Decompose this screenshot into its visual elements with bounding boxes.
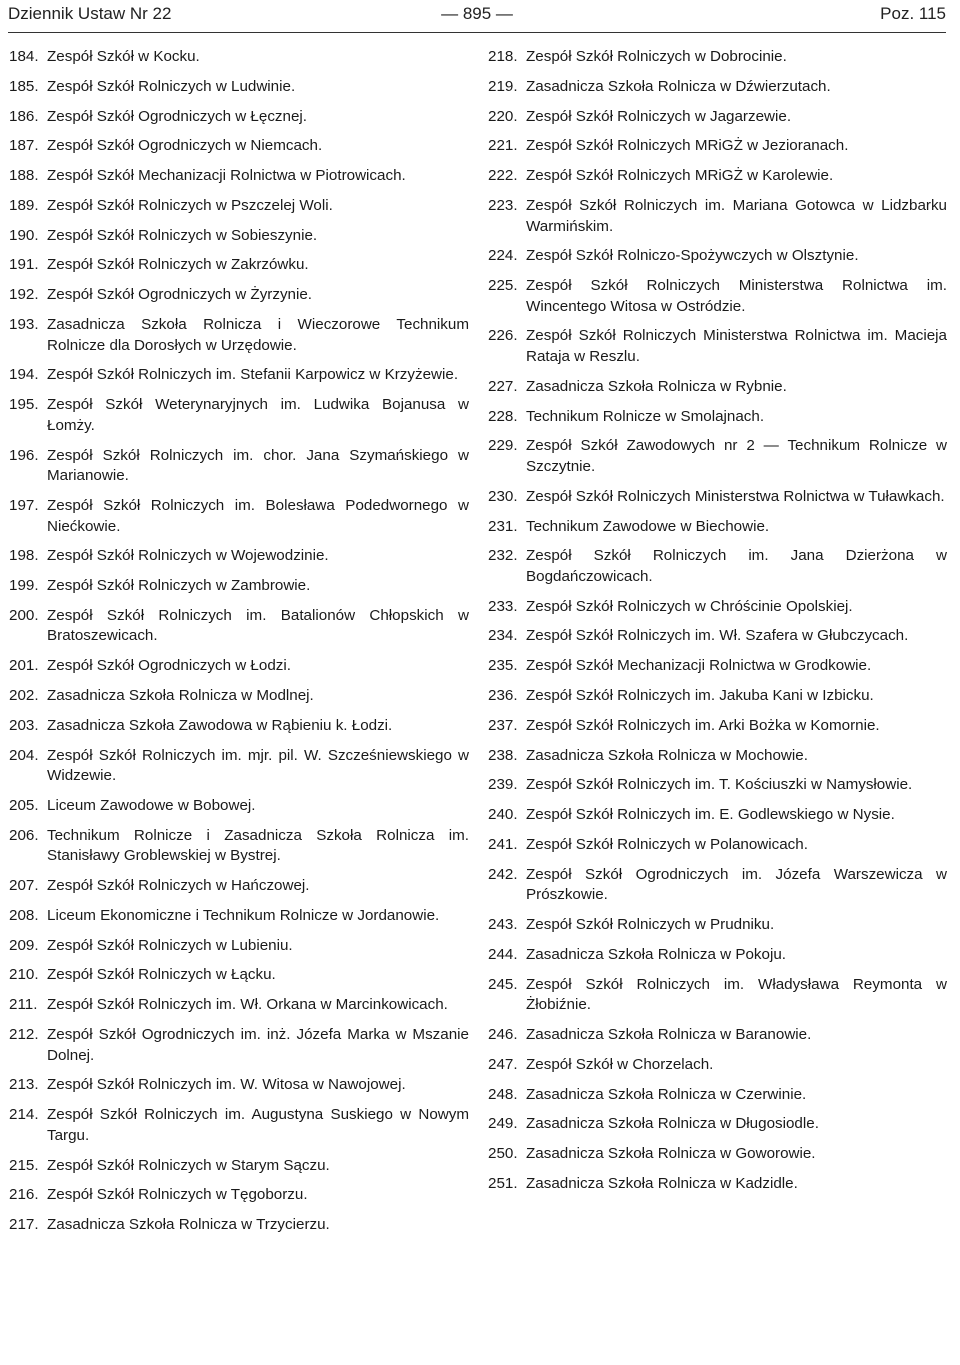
item-text: Zespół Szkół Rolniczych im. mjr. pil. W. Szcześniewskiego w Widzewie. bbox=[47, 746, 469, 785]
item-text: Zasadnicza Szkoła Rolnicza w Modlnej. bbox=[47, 687, 314, 705]
item-number: 205. bbox=[9, 796, 39, 814]
item-number: 251. bbox=[488, 1174, 518, 1192]
list-item bbox=[9, 255, 469, 276]
item-text: Zespół Szkół Ogrodniczych w Łęcznej. bbox=[47, 107, 307, 125]
list-item bbox=[9, 906, 469, 927]
item-text: Zespół Szkół Rolniczych w Łącku. bbox=[47, 966, 276, 984]
item-number: 204. bbox=[9, 746, 39, 764]
list-item bbox=[488, 246, 947, 267]
item-number: 247. bbox=[488, 1055, 518, 1073]
list-item bbox=[488, 546, 947, 587]
item-number: 202. bbox=[9, 687, 39, 705]
list-item bbox=[488, 656, 947, 677]
list-item bbox=[488, 835, 947, 856]
item-text: Zespół Szkół Rolniczych w Zakrzówku. bbox=[47, 256, 309, 274]
list-item bbox=[9, 166, 469, 187]
list-item bbox=[488, 1174, 947, 1195]
right-column bbox=[488, 47, 947, 1204]
item-number: 226. bbox=[488, 327, 518, 345]
item-number: 194. bbox=[9, 366, 39, 384]
item-text: Zespół Szkół Rolniczych MRiGŻ w Karolewie. bbox=[526, 167, 834, 185]
item-number: 219. bbox=[488, 77, 518, 95]
item-number: 187. bbox=[9, 137, 39, 155]
item-number: 235. bbox=[488, 657, 518, 675]
list-item bbox=[9, 1025, 469, 1066]
item-text: Zasadnicza Szkoła Rolnicza w Kadzidle. bbox=[526, 1174, 798, 1192]
journal-title: Dziennik Ustaw Nr 22 bbox=[8, 4, 172, 23]
item-number: 193. bbox=[9, 316, 39, 334]
item-text: Zespół Szkół Ogrodniczych w Łodzi. bbox=[47, 657, 291, 675]
item-text: Zasadnicza Szkoła Rolnicza i Wieczorowe Technikum Rolnicze dla Dorosłych w Urzędowie. bbox=[47, 316, 469, 354]
item-number: 236. bbox=[488, 687, 518, 705]
list-item bbox=[9, 395, 469, 436]
item-text: Zespół Szkół Rolniczych w Prudniku. bbox=[526, 916, 775, 934]
item-text: Zespół Szkół Mechanizacji Rolnictwa w Piotrowicach. bbox=[47, 167, 406, 185]
list-item bbox=[488, 1055, 947, 1076]
list-item bbox=[9, 365, 469, 386]
item-text: Zasadnicza Szkoła Rolnicza w Rybnie. bbox=[526, 377, 787, 395]
item-text: Zespół Szkół Rolniczych w Jagarzewie. bbox=[526, 107, 792, 125]
item-text: Technikum Rolnicze i Zasadnicza Szkoła Rolnicza im. Stanisławy Groblewskiej w Bystrej. bbox=[47, 826, 469, 865]
list-item bbox=[488, 975, 947, 1016]
item-text: Zespół Szkół Rolniczych im. Batalionów Chłopskich w Bratoszewicach. bbox=[47, 606, 469, 645]
item-text: Zespół Szkół Rolniczych w Starym Sączu. bbox=[47, 1156, 330, 1174]
item-text: Zespół Szkół Rolniczych Ministerstwa Rolnictwa w Tuławkach. bbox=[526, 487, 945, 505]
list-item bbox=[9, 826, 469, 867]
item-text: Zespół Szkół Ogrodniczych im. Józefa Warszewicza w Prószkowie. bbox=[526, 865, 947, 904]
list-item bbox=[9, 1105, 469, 1146]
item-number: 223. bbox=[488, 196, 518, 214]
item-text: Zespół Szkół Rolniczych im. Stefanii Karpowicz w Krzyżewie. bbox=[47, 366, 459, 384]
list-item bbox=[488, 775, 947, 796]
item-number: 221. bbox=[488, 137, 518, 155]
item-text: Zespół Szkół Rolniczych w Zambrowie. bbox=[47, 577, 311, 595]
list-item bbox=[488, 686, 947, 707]
item-number: 240. bbox=[488, 806, 518, 824]
item-text: Liceum Zawodowe w Bobowej. bbox=[47, 796, 256, 814]
list-item bbox=[488, 47, 947, 68]
item-text: Zespół Szkół Rolniczych w Hańczowej. bbox=[47, 877, 310, 895]
list-item bbox=[9, 1185, 469, 1206]
item-text: Zespół Szkół Rolniczych MRiGŻ w Jezioranach. bbox=[526, 137, 849, 155]
item-number: 198. bbox=[9, 547, 39, 565]
list-item bbox=[9, 446, 469, 487]
item-text: Zespół Szkół Rolniczych w Lubieniu. bbox=[47, 936, 293, 954]
item-text: Zespół Szkół Rolniczych im. E. Godlewskiego w Nysie. bbox=[526, 806, 895, 824]
list-item bbox=[488, 746, 947, 767]
item-number: 199. bbox=[9, 577, 39, 595]
item-number: 214. bbox=[9, 1106, 39, 1124]
item-text: Zespół Szkół Ogrodniczych im. inż. Józefa Marka w Mszanie Dolnej. bbox=[47, 1026, 469, 1064]
list-item bbox=[9, 47, 469, 68]
item-text: Zespół Szkół Rolniczych im. Augustyna Suskiego w Nowym Targu. bbox=[47, 1106, 469, 1144]
item-number: 224. bbox=[488, 247, 518, 265]
item-text: Zespół Szkół w Kocku. bbox=[47, 48, 200, 65]
list-item bbox=[488, 276, 947, 317]
item-number: 242. bbox=[488, 865, 518, 883]
item-number: 238. bbox=[488, 746, 518, 764]
item-text: Liceum Ekonomiczne i Technikum Rolnicze w Jordanowie. bbox=[47, 906, 440, 924]
item-number: 197. bbox=[9, 496, 39, 514]
item-text: Zespół Szkół w Chorzelach. bbox=[526, 1055, 714, 1073]
item-text: Zespół Szkół Rolniczych w Wojewodzinie. bbox=[47, 547, 329, 565]
item-number: 249. bbox=[488, 1115, 518, 1133]
list-item bbox=[9, 965, 469, 986]
item-number: 228. bbox=[488, 407, 518, 425]
list-item bbox=[9, 285, 469, 306]
item-text: Technikum Zawodowe w Biechowie. bbox=[526, 517, 770, 535]
item-text: Zespół Szkół Rolniczych im. chor. Jana Szymańskiego w Marianowie. bbox=[47, 446, 469, 485]
item-number: 195. bbox=[9, 396, 39, 414]
item-text: Technikum Rolnicze w Smolajnach. bbox=[526, 407, 765, 425]
list-item bbox=[488, 1144, 947, 1165]
item-text: Zespół Szkół Rolniczych w Ludwinie. bbox=[47, 77, 296, 95]
list-item bbox=[9, 606, 469, 647]
page-header bbox=[8, 4, 946, 30]
item-text: Zespół Szkół Weterynaryjnych im. Ludwika Bojanusa w Łomży. bbox=[47, 396, 469, 434]
list-item bbox=[488, 716, 947, 737]
list-item bbox=[488, 107, 947, 128]
list-item bbox=[488, 945, 947, 966]
item-text: Zespół Szkół Rolniczych Ministerstwa Rolnictwa im. Macieja Rataja w Reszlu. bbox=[526, 327, 947, 366]
item-text: Zasadnicza Szkoła Rolnicza w Baranowie. bbox=[526, 1026, 812, 1044]
item-number: 184. bbox=[9, 48, 39, 65]
item-number: 186. bbox=[9, 107, 39, 125]
item-number: 227. bbox=[488, 377, 518, 395]
left-column bbox=[9, 47, 469, 1245]
item-number: 232. bbox=[488, 547, 518, 565]
item-text: Zespół Szkół Rolniczych im. T. Kościuszki w Namysłowie. bbox=[526, 776, 913, 794]
list-item bbox=[9, 716, 469, 737]
item-text: Zespół Szkół Rolniczych im. Wł. Orkana w Marcinkowicach. bbox=[47, 996, 448, 1014]
list-item bbox=[9, 1215, 469, 1236]
list-item bbox=[9, 995, 469, 1016]
list-item bbox=[9, 936, 469, 957]
item-number: 200. bbox=[9, 606, 39, 624]
list-item bbox=[488, 517, 947, 538]
item-text: Zespół Szkół Zawodowych nr 2 — Technikum Rolnicze w Szczytnie. bbox=[526, 437, 947, 475]
item-number: 209. bbox=[9, 936, 39, 954]
item-text: Zespół Szkół Rolniczych im. Jana Dzierżona w Bogdańczowicach. bbox=[526, 547, 947, 585]
item-number: 231. bbox=[488, 517, 518, 535]
item-text: Zespół Szkół Rolniczo-Spożywczych w Olsztynie. bbox=[526, 247, 859, 265]
item-number: 222. bbox=[488, 167, 518, 185]
item-text: Zespół Szkół Rolniczych Ministerstwa Rolnictwa im. Wincentego Witosa w Ostródzie. bbox=[526, 277, 947, 315]
list-item bbox=[9, 1156, 469, 1177]
list-item bbox=[488, 136, 947, 157]
item-number: 217. bbox=[9, 1216, 39, 1234]
item-number: 229. bbox=[488, 437, 518, 455]
list-item bbox=[9, 576, 469, 597]
list-item bbox=[9, 196, 469, 217]
list-item bbox=[9, 496, 469, 537]
list-item bbox=[488, 487, 947, 508]
item-text: Zespół Szkół Rolniczych im. Wł. Szafera w Głubczycach. bbox=[526, 627, 909, 645]
list-item bbox=[9, 746, 469, 787]
item-number: 215. bbox=[9, 1156, 39, 1174]
list-item bbox=[488, 626, 947, 647]
item-text: Zasadnicza Szkoła Rolnicza w Dźwierzutach. bbox=[526, 77, 831, 95]
item-number: 196. bbox=[9, 446, 39, 464]
item-number: 225. bbox=[488, 277, 518, 295]
list-item bbox=[9, 796, 469, 817]
list-item bbox=[488, 1085, 947, 1106]
list-item bbox=[488, 915, 947, 936]
item-text: Zespół Szkół Rolniczych im. Arki Bożka w Komornie. bbox=[526, 716, 880, 734]
item-number: 250. bbox=[488, 1145, 518, 1163]
item-number: 246. bbox=[488, 1026, 518, 1044]
list-item bbox=[9, 107, 469, 128]
item-number: 203. bbox=[9, 716, 39, 734]
list-item bbox=[488, 377, 947, 398]
list-item bbox=[9, 226, 469, 247]
item-text: Zespół Szkół Rolniczych w Pszczelej Woli. bbox=[47, 196, 333, 214]
item-text: Zasadnicza Szkoła Rolnicza w Mochowie. bbox=[526, 746, 808, 764]
item-number: 201. bbox=[9, 657, 39, 675]
list-item bbox=[488, 196, 947, 237]
list-item bbox=[488, 326, 947, 367]
item-number: 190. bbox=[9, 226, 39, 244]
item-text: Zespół Szkół Rolniczych w Sobieszynie. bbox=[47, 226, 318, 244]
list-item bbox=[9, 546, 469, 567]
list-item bbox=[488, 597, 947, 618]
item-number: 248. bbox=[488, 1085, 518, 1103]
item-number: 233. bbox=[488, 597, 518, 615]
list-item bbox=[488, 805, 947, 826]
item-number: 234. bbox=[488, 627, 518, 645]
item-number: 241. bbox=[488, 835, 518, 853]
item-number: 211. bbox=[9, 996, 38, 1014]
item-number: 208. bbox=[9, 906, 39, 924]
item-number: 189. bbox=[9, 196, 39, 214]
item-number: 220. bbox=[488, 107, 518, 125]
item-number: 218. bbox=[488, 48, 518, 65]
item-text: Zasadnicza Szkoła Rolnicza w Długosiodle. bbox=[526, 1115, 819, 1133]
item-text: Zespół Szkół Rolniczych w Dobrocinie. bbox=[526, 48, 787, 65]
item-number: 206. bbox=[9, 826, 39, 844]
item-number: 207. bbox=[9, 877, 39, 895]
list-item bbox=[488, 1114, 947, 1135]
item-text: Zespół Szkół Mechanizacji Rolnictwa w Grodkowie. bbox=[526, 657, 872, 675]
list-item bbox=[9, 686, 469, 707]
item-text: Zespół Szkół Ogrodniczych w Żyrzynie. bbox=[47, 286, 313, 304]
item-text: Zespół Szkół Rolniczych im. Bolesława Podedwornego w Niećkowie. bbox=[47, 496, 469, 535]
list-item bbox=[9, 876, 469, 897]
item-number: 213. bbox=[9, 1076, 39, 1094]
item-number: 239. bbox=[488, 776, 518, 794]
list-item bbox=[9, 315, 469, 356]
item-text: Zasadnicza Szkoła Rolnicza w Pokoju. bbox=[526, 945, 786, 963]
item-text: Zasadnicza Szkoła Rolnicza w Goworowie. bbox=[526, 1145, 816, 1163]
item-number: 243. bbox=[488, 916, 518, 934]
item-number: 210. bbox=[9, 966, 39, 984]
item-text: Zespół Szkół Rolniczych im. Władysława Reymonta w Żłobiźnie. bbox=[526, 975, 947, 1014]
item-text: Zespół Szkół Rolniczych im. W. Witosa w Nawojowej. bbox=[47, 1076, 406, 1094]
item-number: 185. bbox=[9, 77, 39, 95]
item-text: Zespół Szkół Ogrodniczych w Niemcach. bbox=[47, 137, 323, 155]
item-text: Zasadnicza Szkoła Rolnicza w Czerwinie. bbox=[526, 1085, 807, 1103]
item-text: Zespół Szkół Rolniczych w Chróścinie Opolskiej. bbox=[526, 597, 853, 615]
item-number: 237. bbox=[488, 716, 518, 734]
list-item bbox=[488, 865, 947, 906]
list-item bbox=[9, 136, 469, 157]
item-text: Zespół Szkół Rolniczych w Tęgoborzu. bbox=[47, 1186, 308, 1204]
position-number: Poz. 115 bbox=[880, 4, 946, 23]
item-text: Zespół Szkół Rolniczych w Polanowicach. bbox=[526, 835, 808, 853]
list-item bbox=[488, 407, 947, 428]
item-number: 188. bbox=[9, 167, 39, 185]
list-item bbox=[488, 77, 947, 98]
item-number: 212. bbox=[9, 1026, 39, 1044]
list-item bbox=[9, 77, 469, 98]
page-number: — 895 — bbox=[441, 4, 513, 23]
list-item bbox=[488, 1025, 947, 1046]
item-number: 244. bbox=[488, 945, 518, 963]
item-text: Zespół Szkół Rolniczych im. Jakuba Kani w Izbicku. bbox=[526, 687, 874, 705]
item-number: 192. bbox=[9, 286, 39, 304]
list-item bbox=[488, 166, 947, 187]
item-number: 230. bbox=[488, 487, 518, 505]
header-rule bbox=[8, 32, 946, 33]
item-number: 191. bbox=[9, 256, 39, 274]
item-text: Zasadnicza Szkoła Zawodowa w Rąbieniu k. Łodzi. bbox=[47, 716, 393, 734]
list-item bbox=[488, 436, 947, 477]
list-item bbox=[9, 656, 469, 677]
item-text: Zasadnicza Szkoła Rolnicza w Trzycierzu. bbox=[47, 1216, 330, 1234]
item-number: 245. bbox=[488, 975, 518, 993]
item-text: Zespół Szkół Rolniczych im. Mariana Gotowca w Lidzbarku Warmińskim. bbox=[526, 196, 947, 235]
item-number: 216. bbox=[9, 1186, 39, 1204]
list-item bbox=[9, 1075, 469, 1096]
